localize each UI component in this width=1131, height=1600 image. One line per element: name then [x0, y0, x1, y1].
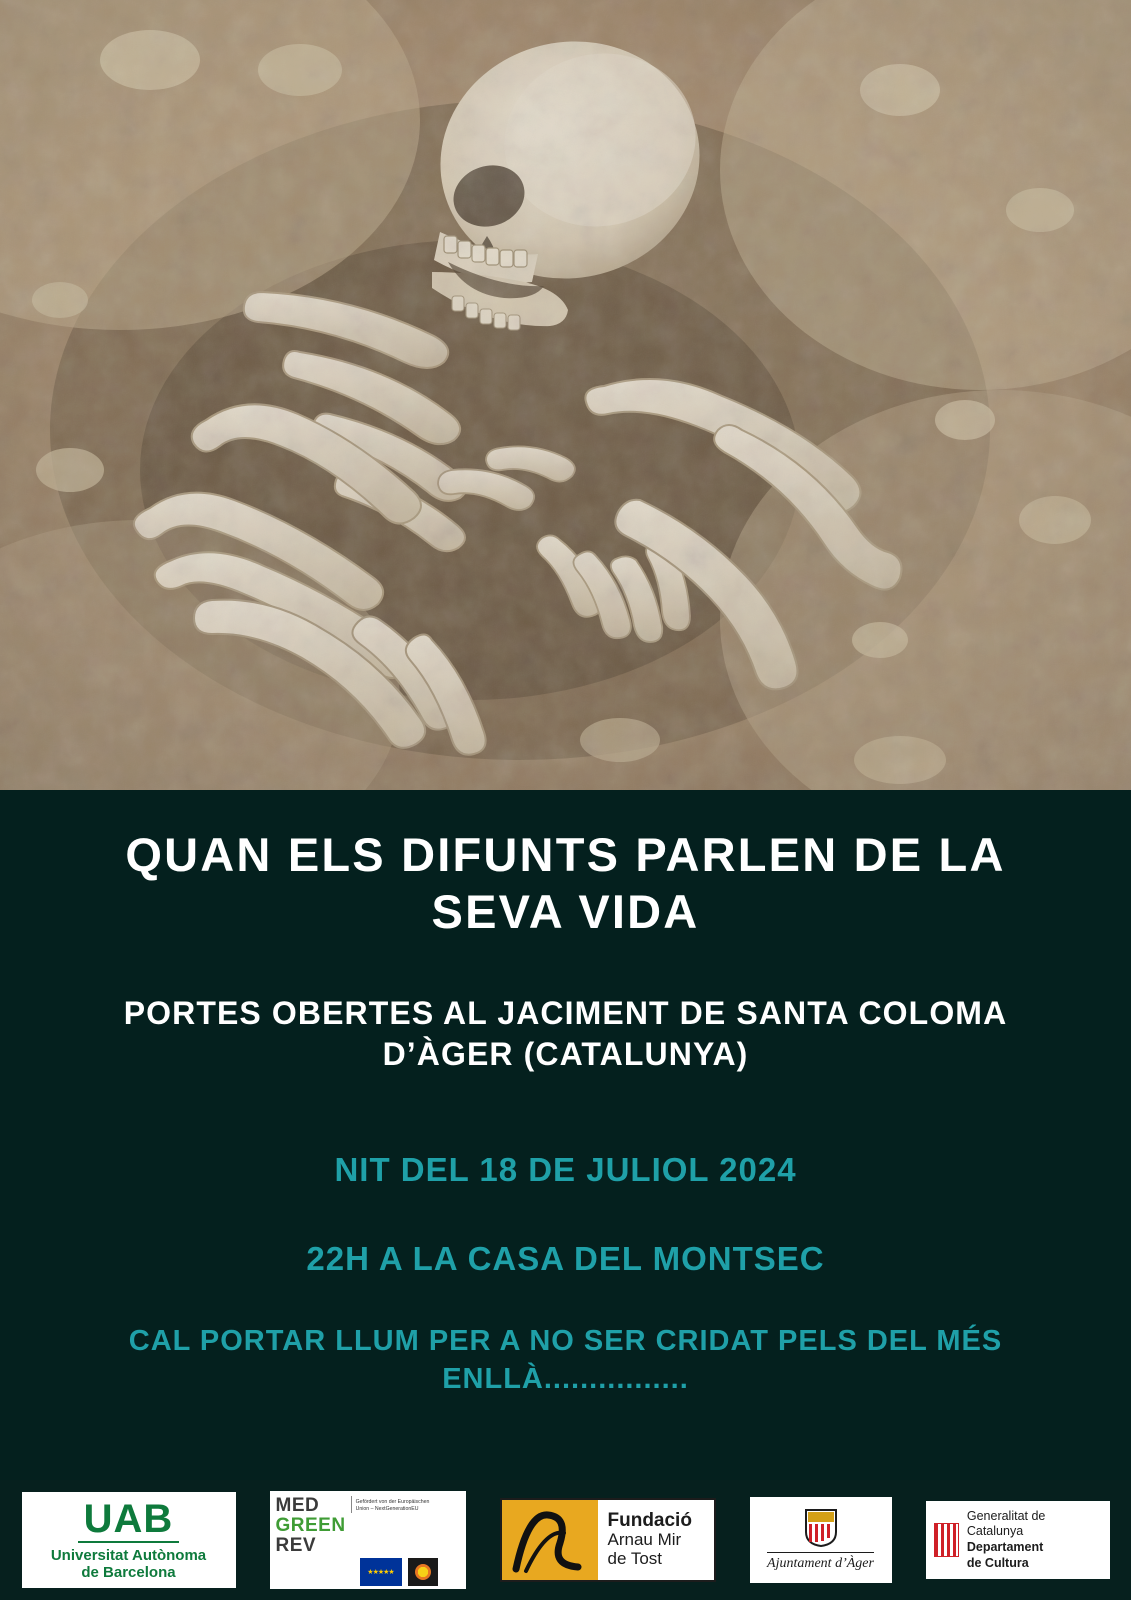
event-details	[0, 1075, 1131, 1399]
uab-line1: Universitat Autònoma	[50, 1546, 207, 1564]
archaeological-burial-photo	[0, 0, 1131, 790]
fundacio-line3: de Tost	[607, 1548, 663, 1568]
ajuntament-label: Ajuntament d’Àger	[767, 1552, 874, 1572]
poster-text-block	[0, 790, 1131, 1480]
page-title: QUAN ELS DIFUNTS PARLEN DE LA SEVA VIDA	[125, 828, 1006, 939]
sponsor-logos	[0, 1480, 1131, 1600]
fundacio-line1: Fundació	[607, 1510, 692, 1532]
fundacio-line2: Arnau Mir	[607, 1530, 682, 1550]
generalitat-mark-icon	[934, 1523, 959, 1557]
event-place: 22H A LA CASA DEL MONTSEC	[306, 1239, 825, 1277]
poster-subtitle: PORTES OBERTES AL JACIMENT DE SANTA COLOMA D’ÀGER (CATALUNYA)	[123, 994, 1008, 1072]
fundacio-arnau-mir-de-tost-logo	[500, 1498, 716, 1582]
ager-coat-of-arms-icon	[804, 1508, 838, 1548]
medgreenrev-logo	[270, 1491, 466, 1589]
fundacio-mark-icon	[502, 1500, 598, 1580]
med-eu-funding-note: Gefördert von der Europäischen Union – NextGenerationEU	[351, 1496, 442, 1513]
generalitat-catalunya-logo	[926, 1501, 1110, 1579]
ajuntament-ager-logo	[750, 1497, 892, 1583]
event-note: CAL PORTAR LLUM PER A NO SER CRIDAT PELS DEL MÉS ENLLÀ................	[128, 1325, 1003, 1395]
eu-flag-icon: ★★★★★	[360, 1558, 402, 1586]
uab-line2: de Barcelona	[81, 1564, 176, 1581]
uab-acronym: UAB	[78, 1499, 180, 1543]
uab-logo	[22, 1492, 236, 1588]
generalitat-line3: de Cultura	[966, 1555, 1029, 1570]
event-date: NIT DEL 18 DE JULIOL 2024	[334, 1150, 797, 1188]
generalitat-line1: Generalitat de Catalunya	[966, 1508, 1046, 1539]
generalitat-line2: Departament	[966, 1540, 1044, 1554]
med-word-3: REV	[275, 1534, 317, 1556]
nextgeneration-eu-icon	[408, 1558, 438, 1586]
med-word-1: MED	[275, 1495, 320, 1516]
med-word-2: GREEN	[275, 1514, 346, 1536]
